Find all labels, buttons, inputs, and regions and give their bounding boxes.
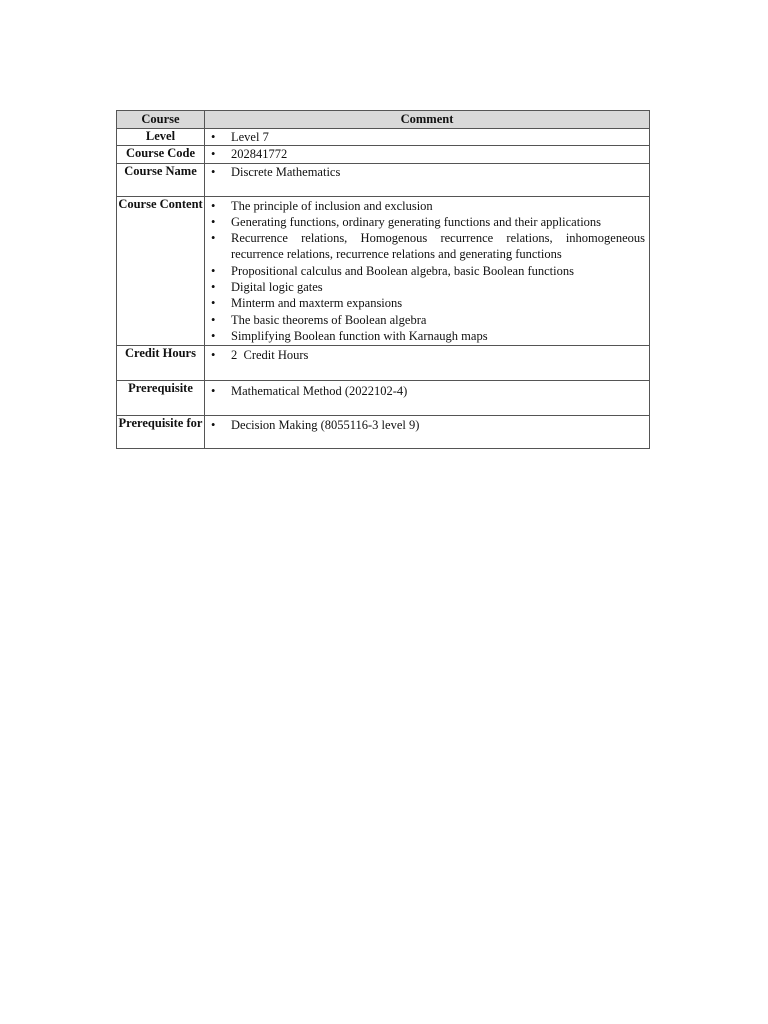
header-course: Course [117,111,205,129]
list-item: • 2 Credit Hours [211,347,645,363]
row-label-course-name: Course Name [117,163,205,196]
course-table [116,110,650,449]
list-item: • Mathematical Method (2022102-4) [211,383,645,399]
table-row-level [117,129,650,146]
table-row-prerequisite-for [117,415,650,448]
list-item: • Discrete Mathematics [211,164,645,180]
table-header-row [117,111,650,129]
row-value-course-content [205,196,650,345]
row-label-course-code: Course Code [117,146,205,163]
row-value-course-name [205,163,650,196]
list-item: • Generating functions, ordinary generating functions and their applications [211,214,645,230]
table-row-course-content [117,196,650,345]
list-item: • Decision Making (8055116-3 level 9) [211,417,645,433]
list-item: • The basic theorems of Boolean algebra [211,312,645,328]
list-item: • Minterm and maxterm expansions [211,295,645,311]
row-value-course-code [205,146,650,163]
row-label-course-content: Course Content [117,196,205,345]
row-label-prerequisite: Prerequisite [117,380,205,415]
row-label-level: Level [117,129,205,146]
list-item: • Recurrence relations, Homogenous recurrence relations, inhomogeneous recurrence relations, recurrence relations and generating functions [211,230,645,263]
table-row-course-code [117,146,650,163]
list-item: • 202841772 [211,146,645,162]
row-label-prerequisite-for: Prerequisite for [117,415,205,448]
header-comment: Comment [205,111,650,129]
table-row-course-name [117,163,650,196]
list-item: • Simplifying Boolean function with Karnaugh maps [211,328,645,344]
row-value-prerequisite [205,380,650,415]
list-item: • The principle of inclusion and exclusion [211,198,645,214]
list-item: • Level 7 [211,129,645,145]
row-value-prerequisite-for [205,415,650,448]
list-item: • Propositional calculus and Boolean algebra, basic Boolean functions [211,263,645,279]
row-value-level [205,129,650,146]
table-row-credit-hours [117,345,650,380]
list-item: • Digital logic gates [211,279,645,295]
row-label-credit-hours: Credit Hours [117,345,205,380]
row-value-credit-hours [205,345,650,380]
table-row-prerequisite [117,380,650,415]
course-description-page [116,110,649,449]
